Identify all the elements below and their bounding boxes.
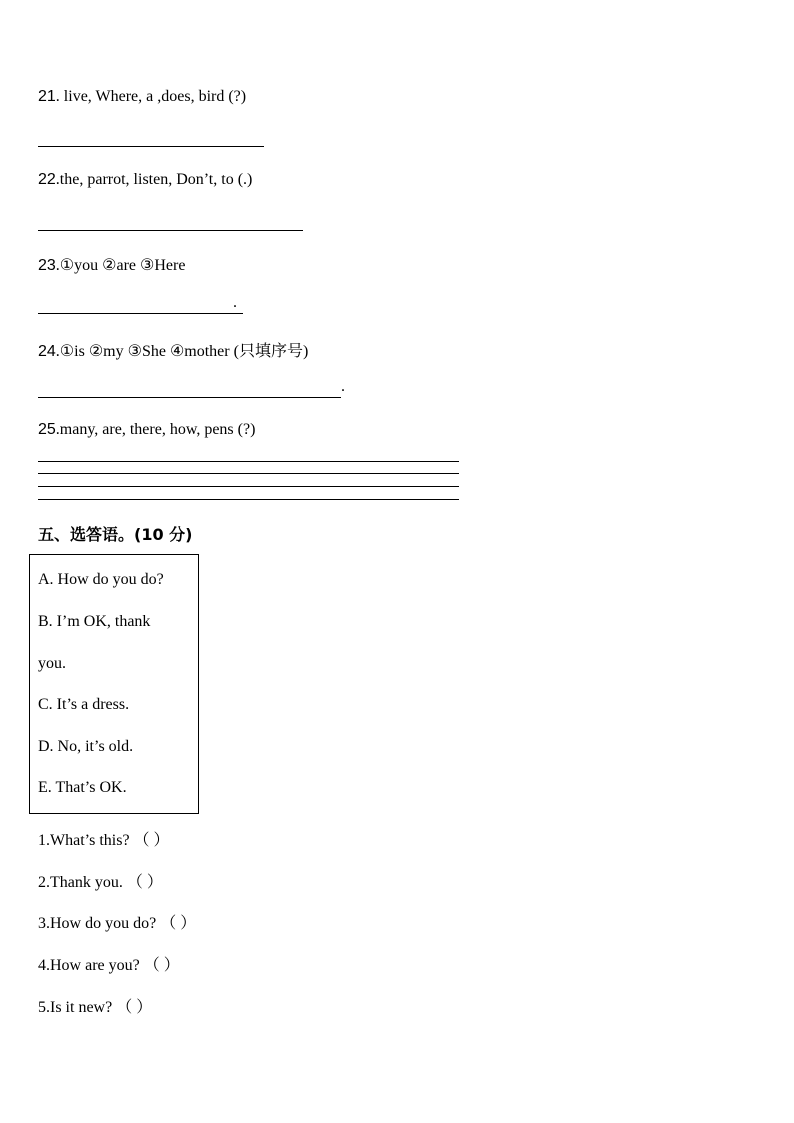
section-title: 五、选答语。(10 分): [38, 525, 193, 544]
item-2: [38, 869, 163, 892]
question-21: [38, 88, 246, 106]
answer-line-23[interactable]: [38, 313, 243, 314]
option-d: D. No, it’s old.: [38, 738, 134, 755]
item-text: 3.How do you do?: [38, 915, 157, 932]
answer-line-24[interactable]: [38, 397, 341, 398]
answer-parentheses[interactable]: （ ）: [160, 915, 197, 932]
item-1: [38, 827, 170, 850]
question-text: .many, are, there, how, pens (?): [55, 421, 256, 438]
item-5: [38, 994, 152, 1017]
option-e: E. That’s OK.: [38, 779, 127, 796]
answer-line-25b[interactable]: [38, 473, 459, 474]
answer-line-25c[interactable]: [38, 486, 459, 487]
item-4: [38, 952, 180, 975]
question-22: [38, 171, 252, 189]
item-text: 5.Is it new?: [38, 999, 113, 1016]
answer-parentheses[interactable]: （ ）: [133, 832, 170, 849]
question-text: .①is ②my ③She ④mother (只填序号): [55, 343, 309, 360]
option-c: C. It’s a dress.: [38, 696, 130, 713]
question-number: 21: [38, 88, 56, 105]
answer-parentheses[interactable]: （ ）: [143, 957, 180, 974]
period-mark: .: [233, 294, 237, 311]
item-text: 2.Thank you.: [38, 874, 123, 891]
question-number: 22: [38, 171, 56, 188]
question-number: 25: [38, 421, 56, 438]
answer-line-25a[interactable]: [38, 461, 459, 462]
item-text: 1.What’s this?: [38, 832, 130, 849]
period-mark: .: [341, 378, 345, 395]
item-3: [38, 910, 196, 933]
answer-line-25d[interactable]: [38, 499, 459, 500]
question-number: 24: [38, 343, 56, 360]
answer-line-22[interactable]: [38, 230, 303, 231]
answer-line-21[interactable]: [38, 146, 264, 147]
option-a: A. How do you do?: [38, 571, 164, 588]
option-b-continued: you.: [38, 655, 66, 672]
question-23: [38, 255, 185, 275]
question-25: [38, 421, 255, 439]
question-text: .①you ②are ③Here: [55, 257, 186, 274]
question-text: . live, Where, a ,does, bird (?): [55, 88, 247, 105]
answer-parentheses[interactable]: （ ）: [126, 874, 163, 891]
question-text: .the, parrot, listen, Don’t, to (.): [55, 171, 253, 188]
question-number: 23: [38, 257, 56, 274]
options-box: [29, 554, 199, 814]
option-b: B. I’m OK, thank: [38, 613, 151, 630]
item-text: 4.How are you?: [38, 957, 140, 974]
answer-parentheses[interactable]: （ ）: [116, 999, 153, 1016]
question-24: [38, 338, 308, 361]
